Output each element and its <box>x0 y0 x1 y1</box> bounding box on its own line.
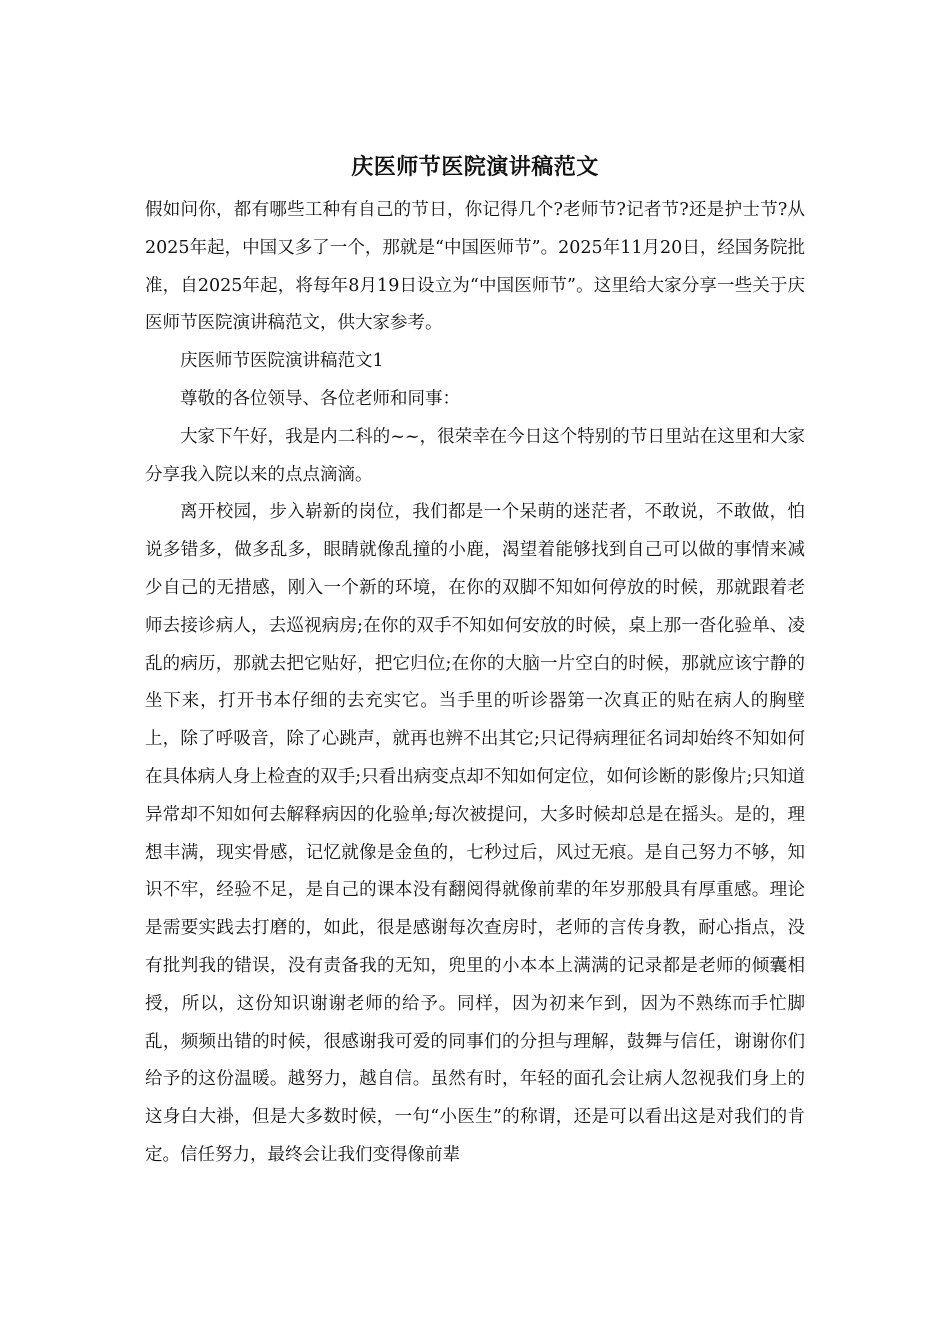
salutation: 尊敬的各位领导、各位老师和同事： <box>180 388 460 409</box>
greeting-paragraph: 大家下午好，我是内二科的~~，很荣幸在今日这个特别的节日里站在这里和大家分享我入院以来的点点滴滴。 <box>145 426 805 485</box>
intro-paragraph: 假如问你，都有哪些工种有自己的节日，你记得几个?老师节?记者节?还是护士节?从2025年起，中国又多了一个，那就是“中国医师节”。2025年11月20日，经国务院批准，自2025年起，将每年8月19日设立为“中国医师节”。这里给大家分享一些关于庆医师节医院演讲稿范文，供大家参考。 <box>145 200 805 334</box>
document-title: 庆医师节医院演讲稿范文 <box>351 155 599 180</box>
document-body <box>145 192 805 1175</box>
body-paragraph: 离开校园，步入崭新的岗位，我们都是一个呆萌的迷茫者，不敢说，不敢做，怕说多错多，做多乱多，眼睛就像乱撞的小鹿，渴望着能够找到自己可以做的事情来减少自己的无措感，刚入一个新的环境，在你的双脚不知如何停放的时候，那就跟着老师去接诊病人，去巡视病房;在你的双手不知如何安放的时候，桌上那一沓化验单、凌乱的病历，那就去把它贴好，把它归位;在你的大脑一片空白的时候，那就应该宁静的坐下来，打开书本仔细的去充实它。当手里的听诊器第一次真正的贴在病人的胸壁上，除了呼吸音，除了心跳声，就再也辨不出其它;只记得病理征名词却始终不知如何在具体病人身上检查的双手;只看出病变点却不知如何定位，如何诊断的影像片;只知道异常却不知如何去解释病因的化验单;每次被提问，大多时候却总是在摇头。是的，理想丰满，现实骨感，记忆就像是金鱼的，七秒过后，风过无痕。是自己努力不够，知识不牢，经验不足，是自己的课本没有翻阅得就像前辈的年岁那般具有厚重感。理论是需要实践去打磨的，如此，很是感谢每次查房时，老师的言传身教，耐心指点，没有批判我的错误，没有责备我的无知，兜里的小本本上满满的记录都是老师的倾囊相授，所以，这份知识谢谢老师的给予。同样，因为初来乍到，因为不熟练而手忙脚乱，频频出错的时候，很感谢我可爱的同事们的分担与理解，鼓舞与信任，谢谢你们给予的这份温暖。越努力，越自信。虽然有时，年轻的面孔会让病人忽视我们身上的这身白大褂，但是大多数时候，一句“小医生”的称谓，还是可以看出这是对我们的肯定。信任努力，最终会让我们变得像前辈 <box>145 502 805 1165</box>
section-heading: 庆医师节医院演讲稿范文1 <box>180 351 384 372</box>
